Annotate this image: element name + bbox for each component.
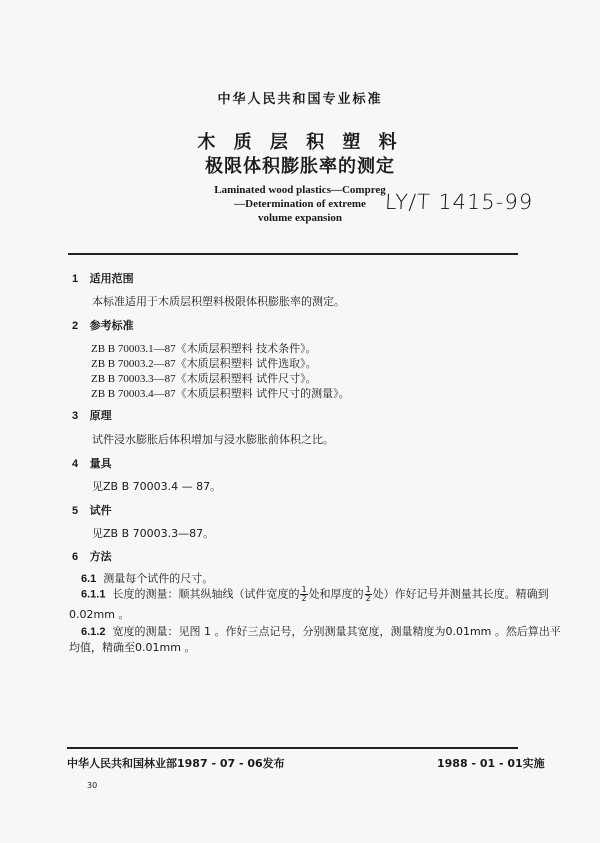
- english-title-line3: volume expansion: [257, 212, 343, 224]
- english-title-line2: —Determination of extreme: [234, 198, 366, 210]
- reference-item: ZB B 70003.4—87《木质层积塑料 试件尺寸的测量》。: [91, 387, 350, 400]
- subsection-6-1-2: 6.1.2 宽度的测量：见图 1 。作好三点记号，分别测量其宽度，测量精度为0.01mm 。然后算出平: [81, 625, 561, 638]
- section-1-body: 本标准适用于木质层积塑料极限体积膨胀率的测定。: [92, 295, 345, 308]
- footer-divider: [67, 747, 518, 749]
- reference-item: ZB B 70003.2—87《木质层积塑料 试件选取》。: [91, 357, 317, 370]
- section-4-body: 见ZB B 70003.4 — 87。: [92, 480, 222, 493]
- section-3-heading: 3 原理: [72, 409, 112, 422]
- subsection-6-1: 6.1 测量每个试件的尺寸。: [81, 572, 214, 585]
- document-title-line1: 木 质 层 积 塑 料: [197, 132, 403, 153]
- section-6-heading: 6 方法: [72, 550, 112, 563]
- document-title-line2: 极限体积膨胀率的测定: [205, 156, 395, 177]
- section-2-heading: 2 参考标准: [72, 319, 134, 332]
- effective-date: 1988 - 01 - 01实施: [437, 757, 545, 770]
- section-5-heading: 5 试件: [72, 504, 112, 517]
- section-1-heading: 1 适用范围: [72, 272, 134, 285]
- subsection-6-1-1: 6.1.1 长度的测量：顺其纵轴线（试件宽度的 $\frac{1}{2}$ 处和厚度的 $\frac{1}{2}$ 处）作好记号并测量其长度。精确到: [81, 585, 549, 603]
- english-title-line1: Laminated wood plastics—Compreg: [214, 184, 386, 196]
- reference-item: ZB B 70003.1—87《木质层积塑料 技术条件》。: [91, 342, 317, 355]
- section-4-heading: 4 量具: [72, 457, 112, 470]
- section-5-body: 见ZB B 70003.3—87。: [92, 527, 215, 540]
- fraction-one-half: $\frac{1}{2}$: [365, 585, 371, 603]
- handwritten-standard-code: LY/T 1415-99: [384, 190, 534, 214]
- subsection-6-1-2-continued: 均值，精确至0.01mm 。: [69, 641, 196, 654]
- header-divider: [68, 253, 518, 255]
- reference-item: ZB B 70003.3—87《木质层积塑料 试件尺寸》。: [91, 372, 317, 385]
- issue-date: 中华人民共和国林业部1987 - 07 - 06发布: [67, 757, 285, 770]
- subsection-6-1-1-continued: 0.02mm 。: [69, 608, 130, 621]
- page-number: 30: [87, 781, 98, 790]
- fraction-one-half: $\frac{1}{2}$: [301, 585, 307, 603]
- standard-type-label: 中华人民共和国专业标准: [217, 92, 383, 107]
- section-3-body: 试件浸水膨胀后体积增加与浸水膨胀前体积之比。: [92, 433, 334, 446]
